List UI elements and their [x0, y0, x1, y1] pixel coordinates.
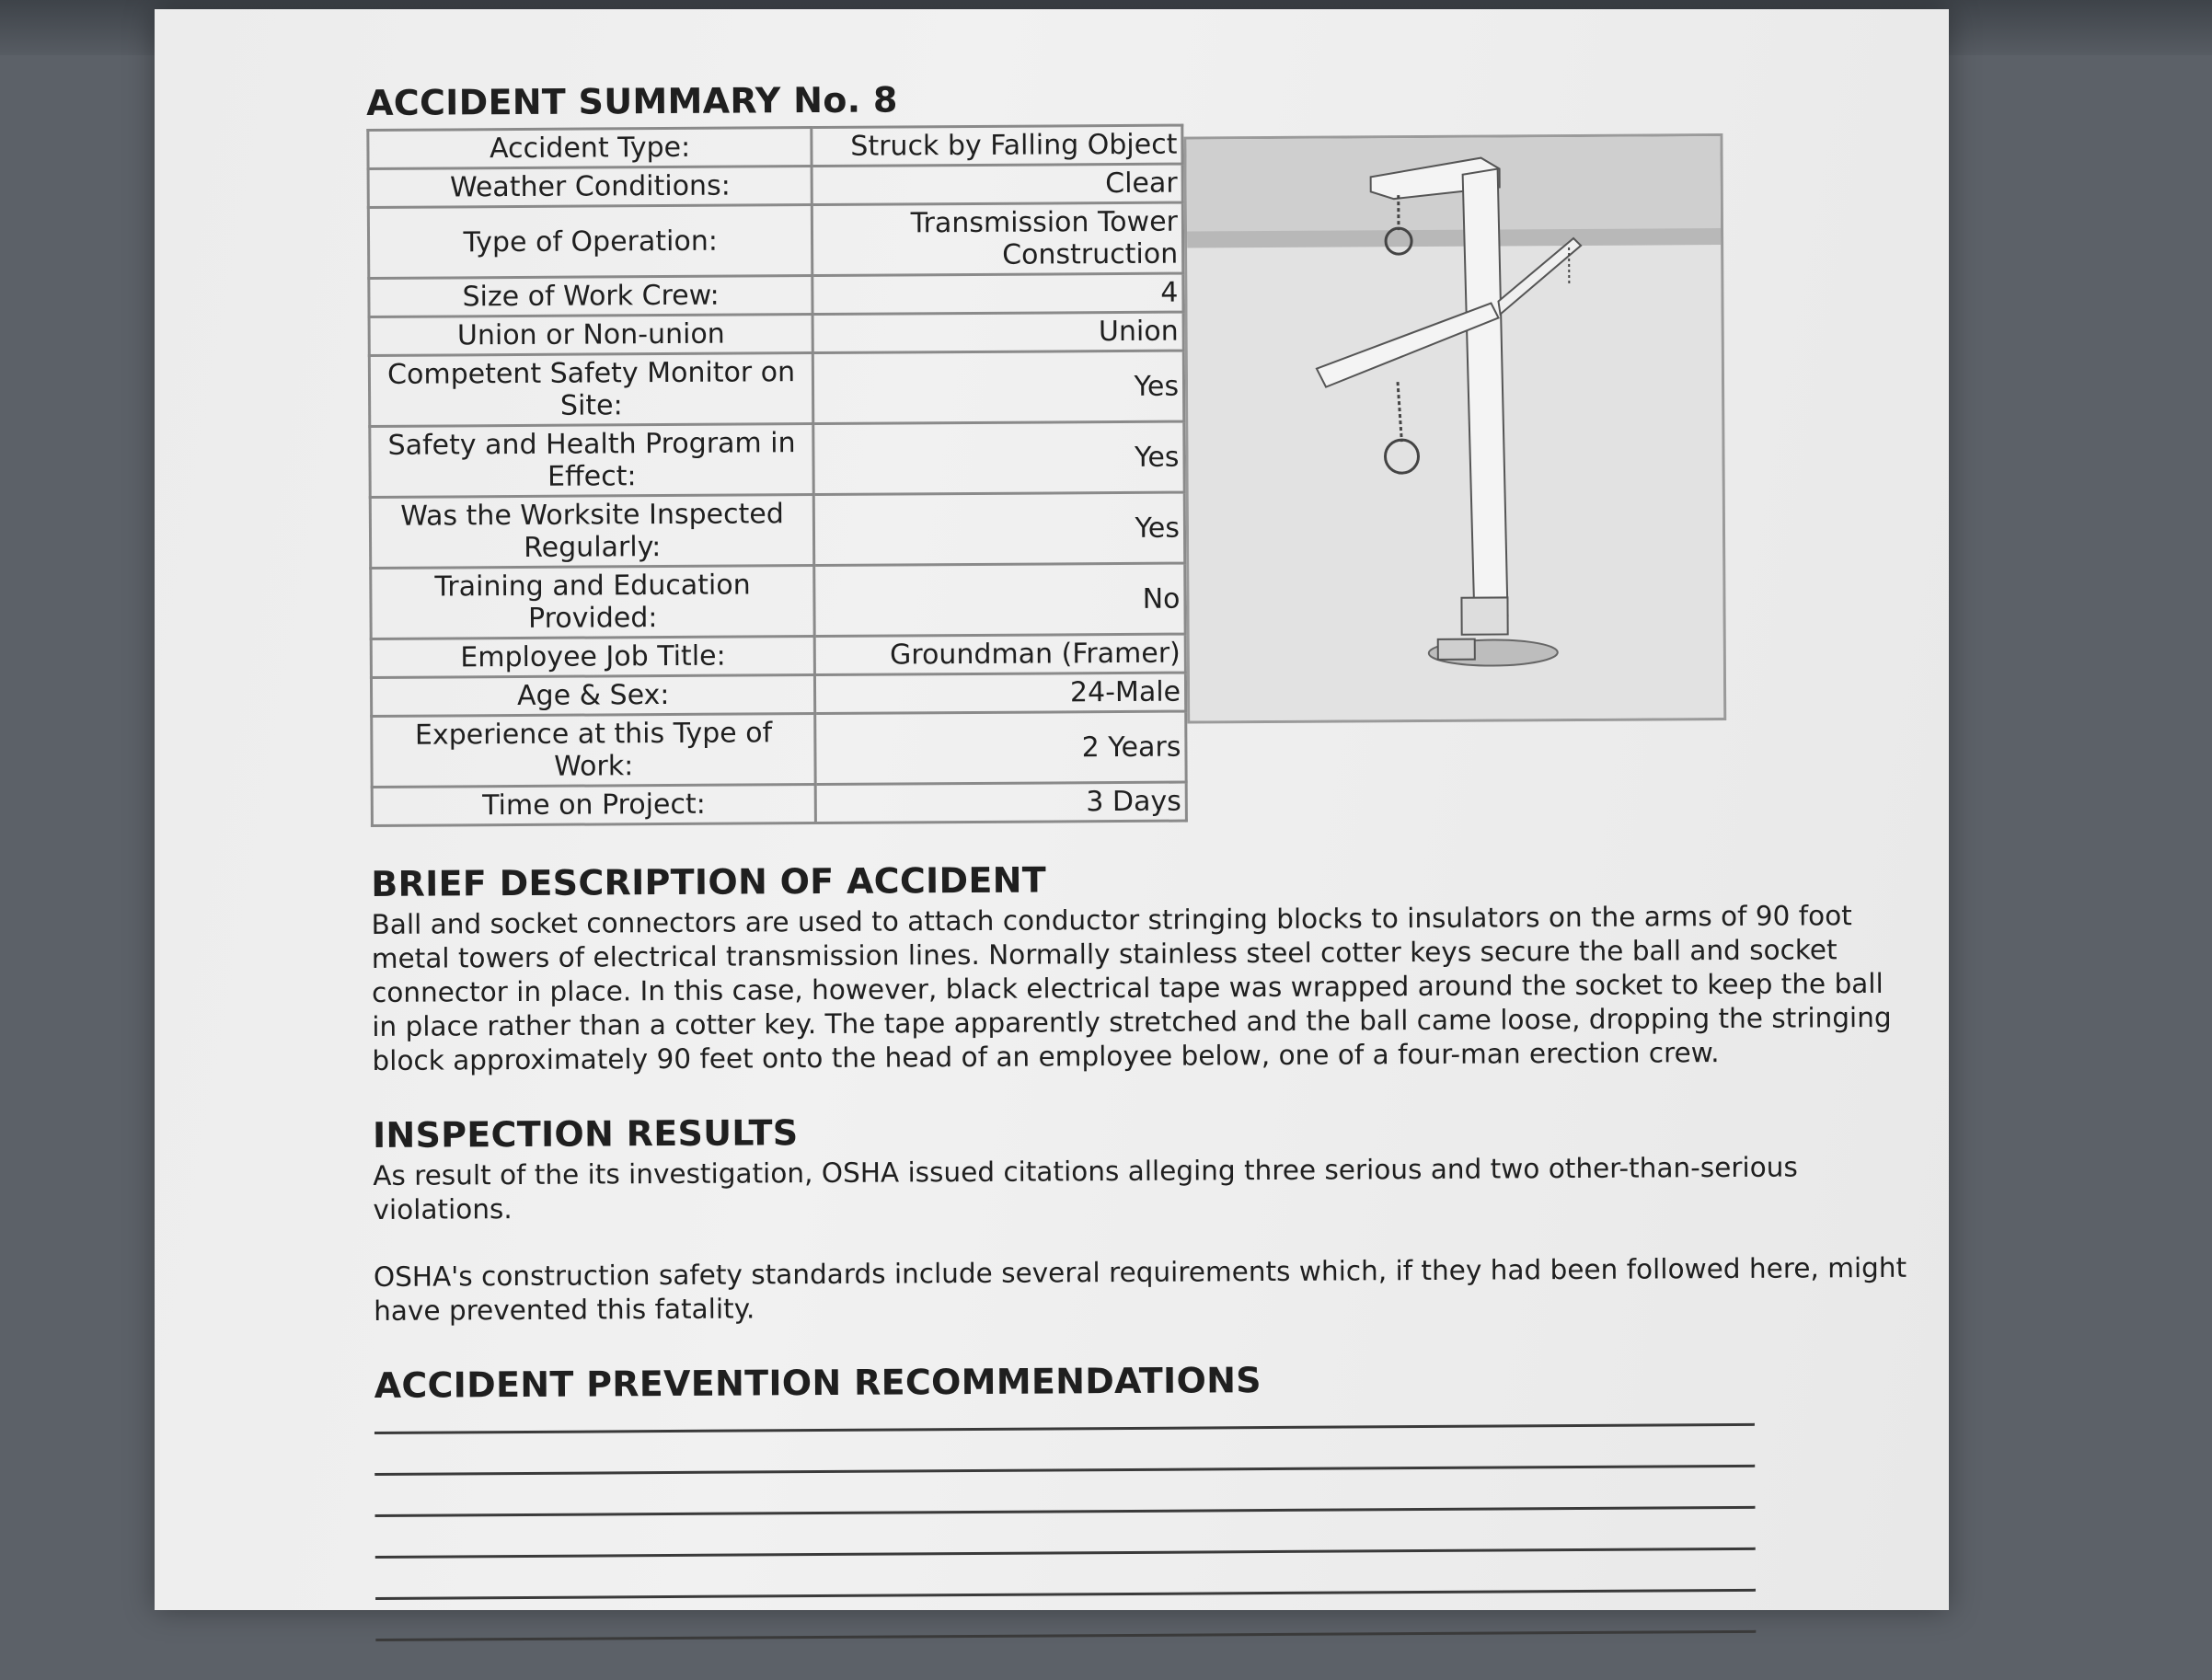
summary-label: Type of Operation: [368, 205, 812, 279]
summary-label: Experience at this Type of Work: [372, 714, 816, 788]
recommendations-section [374, 1356, 1913, 1641]
summary-value: No [814, 563, 1185, 636]
inspection-heading: INSPECTION RESULTS [373, 1106, 1909, 1156]
inspection-section [373, 1106, 1910, 1329]
summary-value: 24-Male [815, 673, 1186, 713]
summary-row [370, 492, 1184, 568]
transmission-tower-illustration [1183, 133, 1726, 724]
summary-value: Clear [812, 164, 1182, 204]
summary-value: 2 Years [815, 711, 1186, 784]
summary-row [368, 125, 1182, 168]
summary-label: Competent Safety Monitor on Site: [369, 353, 813, 427]
summary-label: Training and Education Provided: [371, 566, 815, 639]
brief-heading: BRIEF DESCRIPTION OF ACCIDENT [371, 855, 1907, 904]
document-page [155, 9, 1949, 1610]
inspection-text-2: OSHA's construction safety standards include several requirements which, if they had been followed here, might have prevented this fatality. [374, 1251, 1910, 1329]
summary-label: Size of Work Crew: [369, 276, 813, 317]
summary-section [366, 120, 1907, 827]
summary-value: 3 Days [816, 782, 1187, 823]
summary-value: Groundman (Framer) [815, 634, 1186, 674]
summary-table [366, 124, 1188, 827]
summary-label: Employee Job Title: [371, 637, 815, 678]
summary-row [372, 711, 1186, 787]
answer-lines [374, 1422, 1912, 1641]
summary-label: Safety and Health Program in Effect: [370, 424, 814, 498]
summary-row [369, 273, 1183, 316]
summary-label: Age & Sex: [371, 675, 815, 717]
summary-value: Yes [813, 421, 1184, 494]
summary-row [368, 202, 1182, 278]
summary-row [371, 563, 1185, 639]
summary-row [370, 421, 1184, 497]
answer-line[interactable] [375, 1506, 1756, 1517]
summary-value: Yes [814, 492, 1185, 565]
inspection-text-1: As result of the its investigation, OSHA issued citations alleging three serious and two other-than-serious violations. [373, 1150, 1909, 1227]
document-content [366, 74, 1913, 1680]
summary-value: Yes [813, 351, 1184, 423]
brief-text: Ball and socket connectors are used to attach conductor stringing blocks to insulators on the arms of 90 foot metal towers of electrical transmission lines. Normally stainless steel cotter keys secure the ball and socket connector in place. In this case, however, black electrical tape was wrapped around the socket to keep the ball in place rather than a cotter key. The tape apparently stretched and the ball came loose, dropping the stringing block approximately 90 feet onto the head of an employee below, one of a four-man erection crew. [371, 899, 1908, 1078]
answer-line[interactable] [375, 1548, 1756, 1559]
answer-line[interactable] [375, 1630, 1756, 1641]
summary-row [368, 164, 1182, 207]
summary-row [371, 673, 1185, 716]
summary-value: Transmission Tower Construction [812, 202, 1183, 275]
answer-line[interactable] [374, 1465, 1755, 1476]
summary-value: Union [812, 312, 1183, 352]
summary-label: Union or Non-union [369, 315, 813, 356]
summary-value: 4 [812, 273, 1183, 314]
summary-value: Struck by Falling Object [812, 125, 1182, 166]
summary-row [369, 351, 1183, 426]
answer-line[interactable] [374, 1423, 1755, 1434]
page-title: ACCIDENT SUMMARY No. 8 [366, 74, 1903, 123]
summary-row [369, 312, 1183, 355]
summary-row [371, 634, 1185, 677]
summary-label: Time on Project: [372, 785, 816, 826]
answer-line[interactable] [375, 1589, 1756, 1600]
summary-label: Weather Conditions: [368, 167, 812, 208]
summary-row [372, 782, 1186, 825]
summary-label: Was the Worksite Inspected Regularly: [370, 495, 814, 569]
recommendations-heading: ACCIDENT PREVENTION RECOMMENDATIONS [374, 1356, 1911, 1406]
brief-description-section [371, 855, 1908, 1078]
summary-label: Accident Type: [368, 128, 812, 169]
